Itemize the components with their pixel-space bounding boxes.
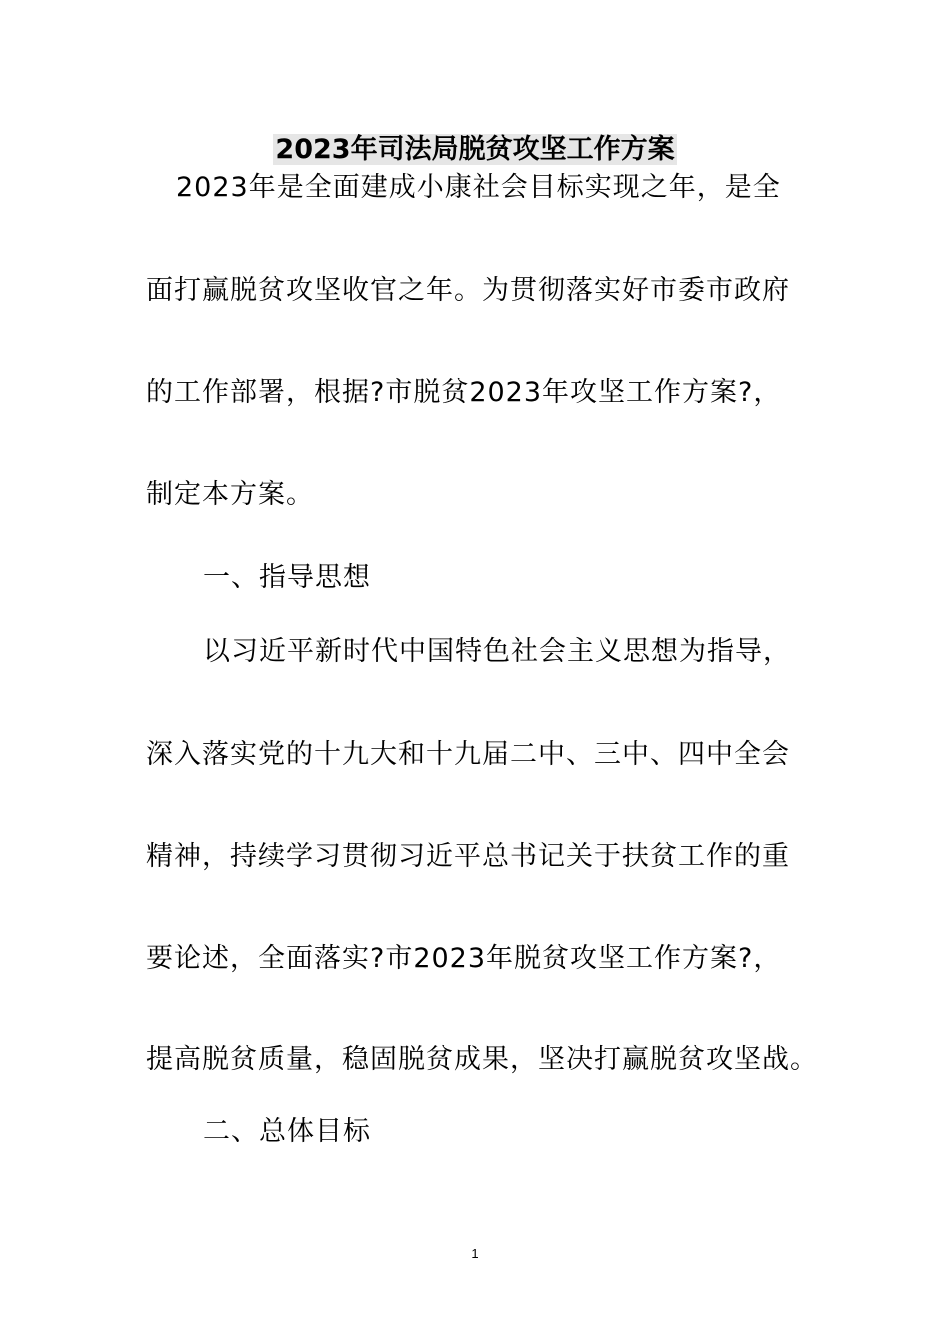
paragraph-line: 提高脱贫质量，稳固脱贫成果，坚决打赢脱贫攻坚战。	[146, 1044, 818, 1075]
paragraph-line: 深入落实党的十九大和十九届二中、三中、四中全会	[146, 739, 790, 770]
paragraph-line: 要论述，全面落实?市2023年脱贫攻坚工作方案?，	[146, 943, 782, 974]
paragraph-line: 的工作部署，根据?市脱贫2023年攻坚工作方案?，	[146, 377, 782, 408]
document-title	[0, 130, 950, 170]
paragraph-line: 制定本方案。	[146, 479, 314, 510]
page-number: 1	[471, 1246, 479, 1261]
paragraph-line: 2023年是全面建成小康社会目标实现之年，是全	[176, 172, 781, 203]
paragraph-line: 以习近平新时代中国特色社会主义思想为指导，	[203, 636, 791, 667]
paragraph-line: 面打赢脱贫攻坚收官之年。为贯彻落实好市委市政府	[146, 275, 790, 306]
paragraph-line: 精神，持续学习贯彻习近平总书记关于扶贫工作的重	[146, 841, 790, 872]
section-heading: 一、指导思想	[203, 562, 371, 593]
section-heading: 二、总体目标	[203, 1116, 371, 1147]
document-title-text: 2023年司法局脱贫攻坚工作方案	[275, 134, 675, 165]
